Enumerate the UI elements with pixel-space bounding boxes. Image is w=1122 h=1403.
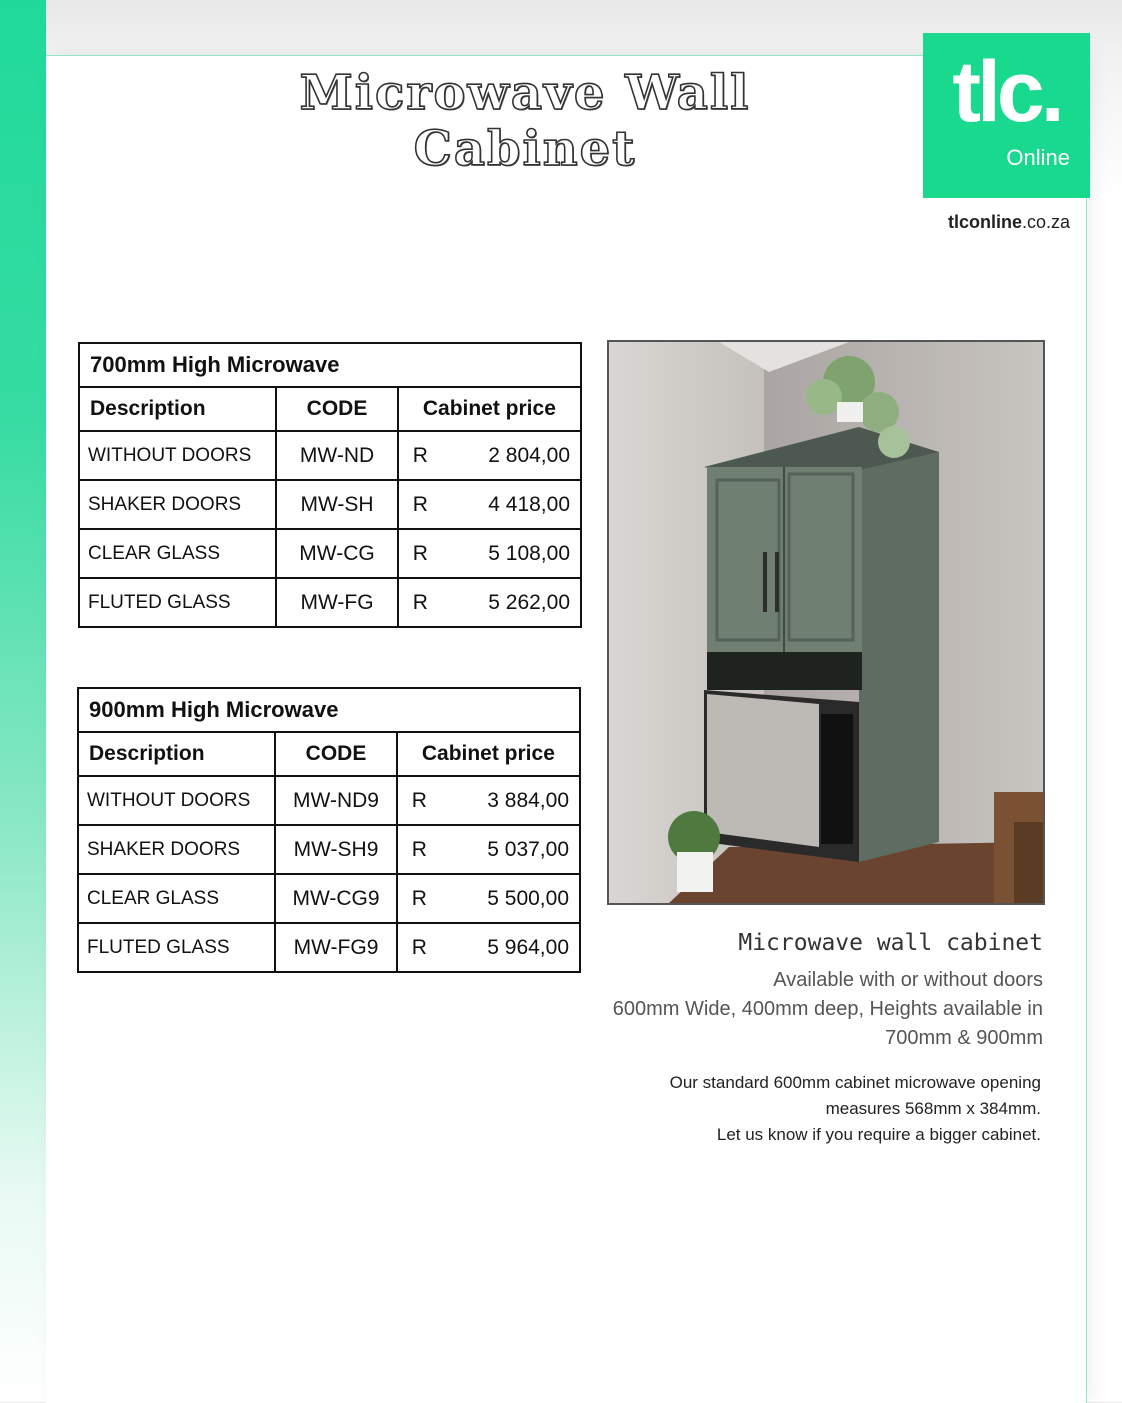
row-description: WITHOUT DOORS bbox=[79, 431, 276, 480]
currency-symbol: R bbox=[411, 935, 427, 959]
row-price bbox=[398, 480, 581, 529]
row-description: SHAKER DOORS bbox=[78, 825, 275, 874]
caption-line: 700mm & 900mm bbox=[885, 1027, 1043, 1049]
table-row bbox=[79, 578, 581, 627]
note-line: Let us know if you require a bigger cabinet. bbox=[716, 1125, 1041, 1144]
currency-symbol: R bbox=[412, 492, 428, 516]
column-header-price: Cabinet price bbox=[398, 387, 581, 431]
table-row bbox=[79, 529, 581, 578]
column-header-description: Description bbox=[78, 732, 275, 776]
table-row bbox=[78, 776, 580, 825]
row-price bbox=[397, 776, 580, 825]
table-caption: 900mm High Microwave bbox=[78, 688, 580, 732]
row-price bbox=[398, 529, 581, 578]
price-value: 4 418,00 bbox=[488, 492, 570, 516]
column-header-code: CODE bbox=[276, 387, 397, 431]
row-price bbox=[397, 874, 580, 923]
cabinet-illustration bbox=[609, 342, 1043, 903]
product-photo bbox=[607, 340, 1045, 905]
column-header-code: CODE bbox=[275, 732, 396, 776]
row-price bbox=[397, 825, 580, 874]
currency-symbol: R bbox=[411, 788, 427, 812]
currency-symbol: R bbox=[412, 443, 428, 467]
table-caption: 700mm High Microwave bbox=[79, 343, 581, 387]
left-accent-strip bbox=[0, 0, 46, 1402]
row-code: MW-SH bbox=[276, 480, 397, 529]
row-price bbox=[398, 431, 581, 480]
row-description: FLUTED GLASS bbox=[78, 923, 275, 972]
site-domain: .co.za bbox=[1021, 212, 1070, 232]
row-code: MW-ND bbox=[276, 431, 397, 480]
currency-symbol: R bbox=[411, 886, 427, 910]
row-code: MW-ND9 bbox=[275, 776, 396, 825]
row-description: SHAKER DOORS bbox=[79, 480, 276, 529]
currency-symbol: R bbox=[412, 590, 428, 614]
row-price bbox=[397, 923, 580, 972]
row-code: MW-SH9 bbox=[275, 825, 396, 874]
photo-caption-details bbox=[600, 966, 1043, 1053]
price-value: 5 262,00 bbox=[488, 590, 570, 614]
site-name: tlconline bbox=[947, 212, 1022, 232]
price-value: 5 500,00 bbox=[487, 886, 569, 910]
page-title: Microwave Wall Cabinet bbox=[299, 65, 751, 177]
price-value: 5 037,00 bbox=[487, 837, 569, 861]
price-value: 2 804,00 bbox=[488, 443, 570, 467]
price-value: 5 964,00 bbox=[487, 935, 569, 959]
column-header-price: Cabinet price bbox=[397, 732, 580, 776]
row-description: WITHOUT DOORS bbox=[78, 776, 275, 825]
note-line: Our standard 600mm cabinet microwave opening bbox=[669, 1073, 1041, 1092]
row-code: MW-FG bbox=[276, 578, 397, 627]
price-table-700mm bbox=[78, 342, 582, 628]
currency-symbol: R bbox=[412, 541, 428, 565]
row-code: MW-CG bbox=[276, 529, 397, 578]
row-description: CLEAR GLASS bbox=[79, 529, 276, 578]
brand-logo bbox=[923, 33, 1090, 198]
row-description: CLEAR GLASS bbox=[78, 874, 275, 923]
row-price bbox=[398, 578, 581, 627]
row-code: MW-CG9 bbox=[275, 874, 396, 923]
logo-subtitle: Online bbox=[1006, 145, 1070, 170]
table-row bbox=[79, 431, 581, 480]
table-row bbox=[79, 480, 581, 529]
price-value: 5 108,00 bbox=[488, 541, 570, 565]
logo-mark: tlc. bbox=[952, 44, 1061, 140]
price-table-900mm bbox=[77, 687, 581, 973]
row-description: FLUTED GLASS bbox=[79, 578, 276, 627]
price-value: 3 884,00 bbox=[487, 788, 569, 812]
currency-symbol: R bbox=[411, 837, 427, 861]
caption-line: Available with or without doors bbox=[773, 969, 1043, 991]
table-row bbox=[78, 923, 580, 972]
website-link[interactable] bbox=[900, 212, 1070, 233]
caption-line: 600mm Wide, 400mm deep, Heights available in bbox=[612, 998, 1043, 1020]
table-row bbox=[78, 825, 580, 874]
note-line: measures 568mm x 384mm. bbox=[825, 1099, 1041, 1118]
photo-caption-title: Microwave wall cabinet bbox=[738, 930, 1043, 956]
table-row bbox=[78, 874, 580, 923]
column-header-description: Description bbox=[79, 387, 276, 431]
row-code: MW-FG9 bbox=[275, 923, 396, 972]
opening-size-note bbox=[600, 1070, 1041, 1148]
